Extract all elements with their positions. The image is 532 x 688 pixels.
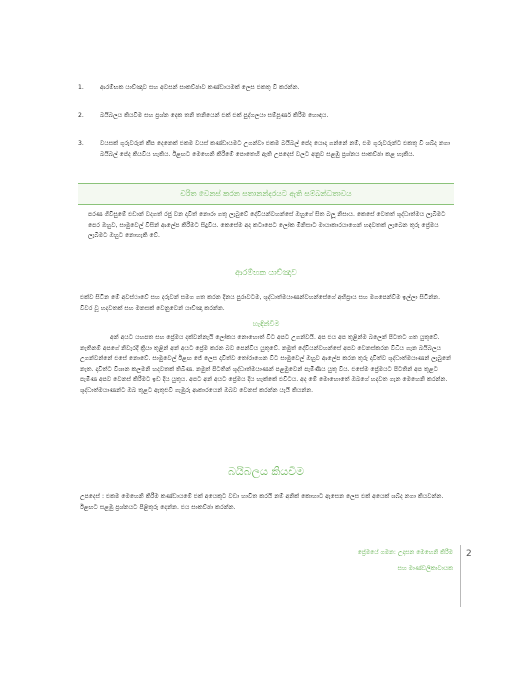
heading-bible-reading: බයිබලය කියවීම (227, 465, 305, 478)
heading-introduction: හැඳින්වීම (252, 320, 280, 328)
page-number: 2 (466, 549, 472, 559)
section-banner: චරිත වෙනස් කරන සතානන්දරයට ඇති සම්බන්ධතාවය (78, 183, 454, 205)
list-text: වයසක් ගුරුවරුන් කීප දෙනෙක් එකම වයස් කණ්ඩායමට උගන්වා එකම බයිබල් පේද යොදා ගන්නේ නම්, එම ගුරුවරුන්ට එකතු වී ශබ්ද නගා බයිබල් පේද කියවිය හැකිය. ඊළඟට මෙහෙනි කිරීමේ පොතෙහි ඇති උපදෙස් වලට අනුව සළඹු ප්‍රශ්නය සාකච්ඡා කළ හැකිය. (100, 140, 451, 158)
list-text: බයිබලය කියවීම සහ ප්‍රශ්න දෙක තනි තනියෙන් එක් එක් පුද්ගලයා සම්පූර්ණ කිරීම හොඳය. (100, 112, 329, 119)
introduction-paragraph: අන් අයට යහපත සහ ප්‍රේමය දක්වන්නැයි ලෝකය නොහොත් විට අපට උගන්වයි. අප එය අප තුළින්ම බලෙන් පිටතට ගත යුතුවේ. නැතිනම් අපගේ නිවැරදි ක්‍රියා තුළින් අන් අයට ප්‍රේම කරන බව පෙන්විය යුතුවේ. නමුත් දේවියන්වහන්සේ අපව වෙනස්කරන විධිය ගැන බයිබලය උගන්වන්නේ එසේ නොවේ. සාමුවෙල් ඊළඟ ජේ ලෙස දාවිත්ව තෝරාගෙන විට සාමුවෙල් ඔහුව ආලේප කරන තුරු දාවිත්ව ශුද්ධාත්මයාණන් ලැබුනේ නැත. දාවිත්ට විශාන කලමනි හදවතක් තිබිණ. නමුත් පිටතින් ශුද්ධාත්මයාණන් පළමුවෙන් පැමිණිය යුතු විය. එසේම ප්‍රේමයට පිටතින් අප තුළට පැමිණ අපව වෙනස් කිරීමට ඉඩ දිය යුතුය. අපට අන් අයට ප්‍රේමය දිය හැක්කේ එවිටය. අද මේ මොහොතේ ඔබගේ හදවත ගැන මෙහෙනි කරන්න. ශුද්ධාත්මයාණන්ට ඔබ තුළට ඇතුළුවී ගැඹුරු ආකාරයෙන් ඔබව වෙනස් කරන්න යැයි කියන්න. (80, 334, 452, 394)
list-number: 1. (78, 84, 84, 91)
list-text: ආරම්භක යාච්ඤාව සහ අවසන් සාකච්ඡාව කණ්ඩායමක් ලෙස එකතු වී කරන්න. (100, 84, 300, 91)
footer-subtitle: සහ මාණ්ඩලිකාවායක (397, 565, 453, 572)
list-number: 3. (78, 140, 84, 147)
footer-divider (460, 545, 461, 607)
reading-paragraph: උපදෙස් : එකම මෙහෙනි කිරීම කණ්ඩායමේ එක් අයෙකුට වඩා හාවිත කරයි නම් අනික් කොහාට ඇසෙන ලෙස එක් අයෙක් ශබ්ද නගා කියවන්න. ඊළඟට සළඹු ප්‍රශ්නයට පිළිතුරු දෙන්න. එය සාකච්ඡා කරන්න. (80, 493, 444, 511)
intro-paragraph: පරණ ගිවිසුමේ එඩාන් වදගත් රජු වන දාවිත් නොරා ගතු ලැබුවේ දේවියන්වහන්සේ ඔහුගේ සිත බලූ නිසාය. කෙසේ වෙතත් ශුද්ධාත්මය ලැබීමට පෙර ඔහුව, සාමුවෙල් විසින් ආලේප කිරීමට සිදුවිය. කෙසේම අද කටාපෙට ලෝක මිනිසාට මායාකාරයාගෙන් හඳවතක් ලැබෙන තුරු ප්‍රේමය ලැබීමට ඔහුට නොහැකි වේ. (88, 211, 446, 239)
heading-opening-prayer: ආරම්භක යාච්ඤාව (235, 268, 297, 277)
footer-title: ප්‍රේමයේ ගමන: උදාසන මෙහෙනි කිරීම (357, 549, 453, 556)
prayer-paragraph: එක්ව සිටින මේ අවස්ථාවේ සහ දරුවන් සමග ගත කරන දිනය පුරාවටම, ශුද්ධාත්මයාණන්වහන්සේගේ අභිප්‍රාය සහ මගපෙන්වීම ඉල්ලා සිටින්න. විවර වූ හදවතක් සහ මනසක් වෙනුවෙන් යාච්ඤා කරන්න. (80, 294, 441, 312)
list-number: 2. (78, 112, 84, 119)
